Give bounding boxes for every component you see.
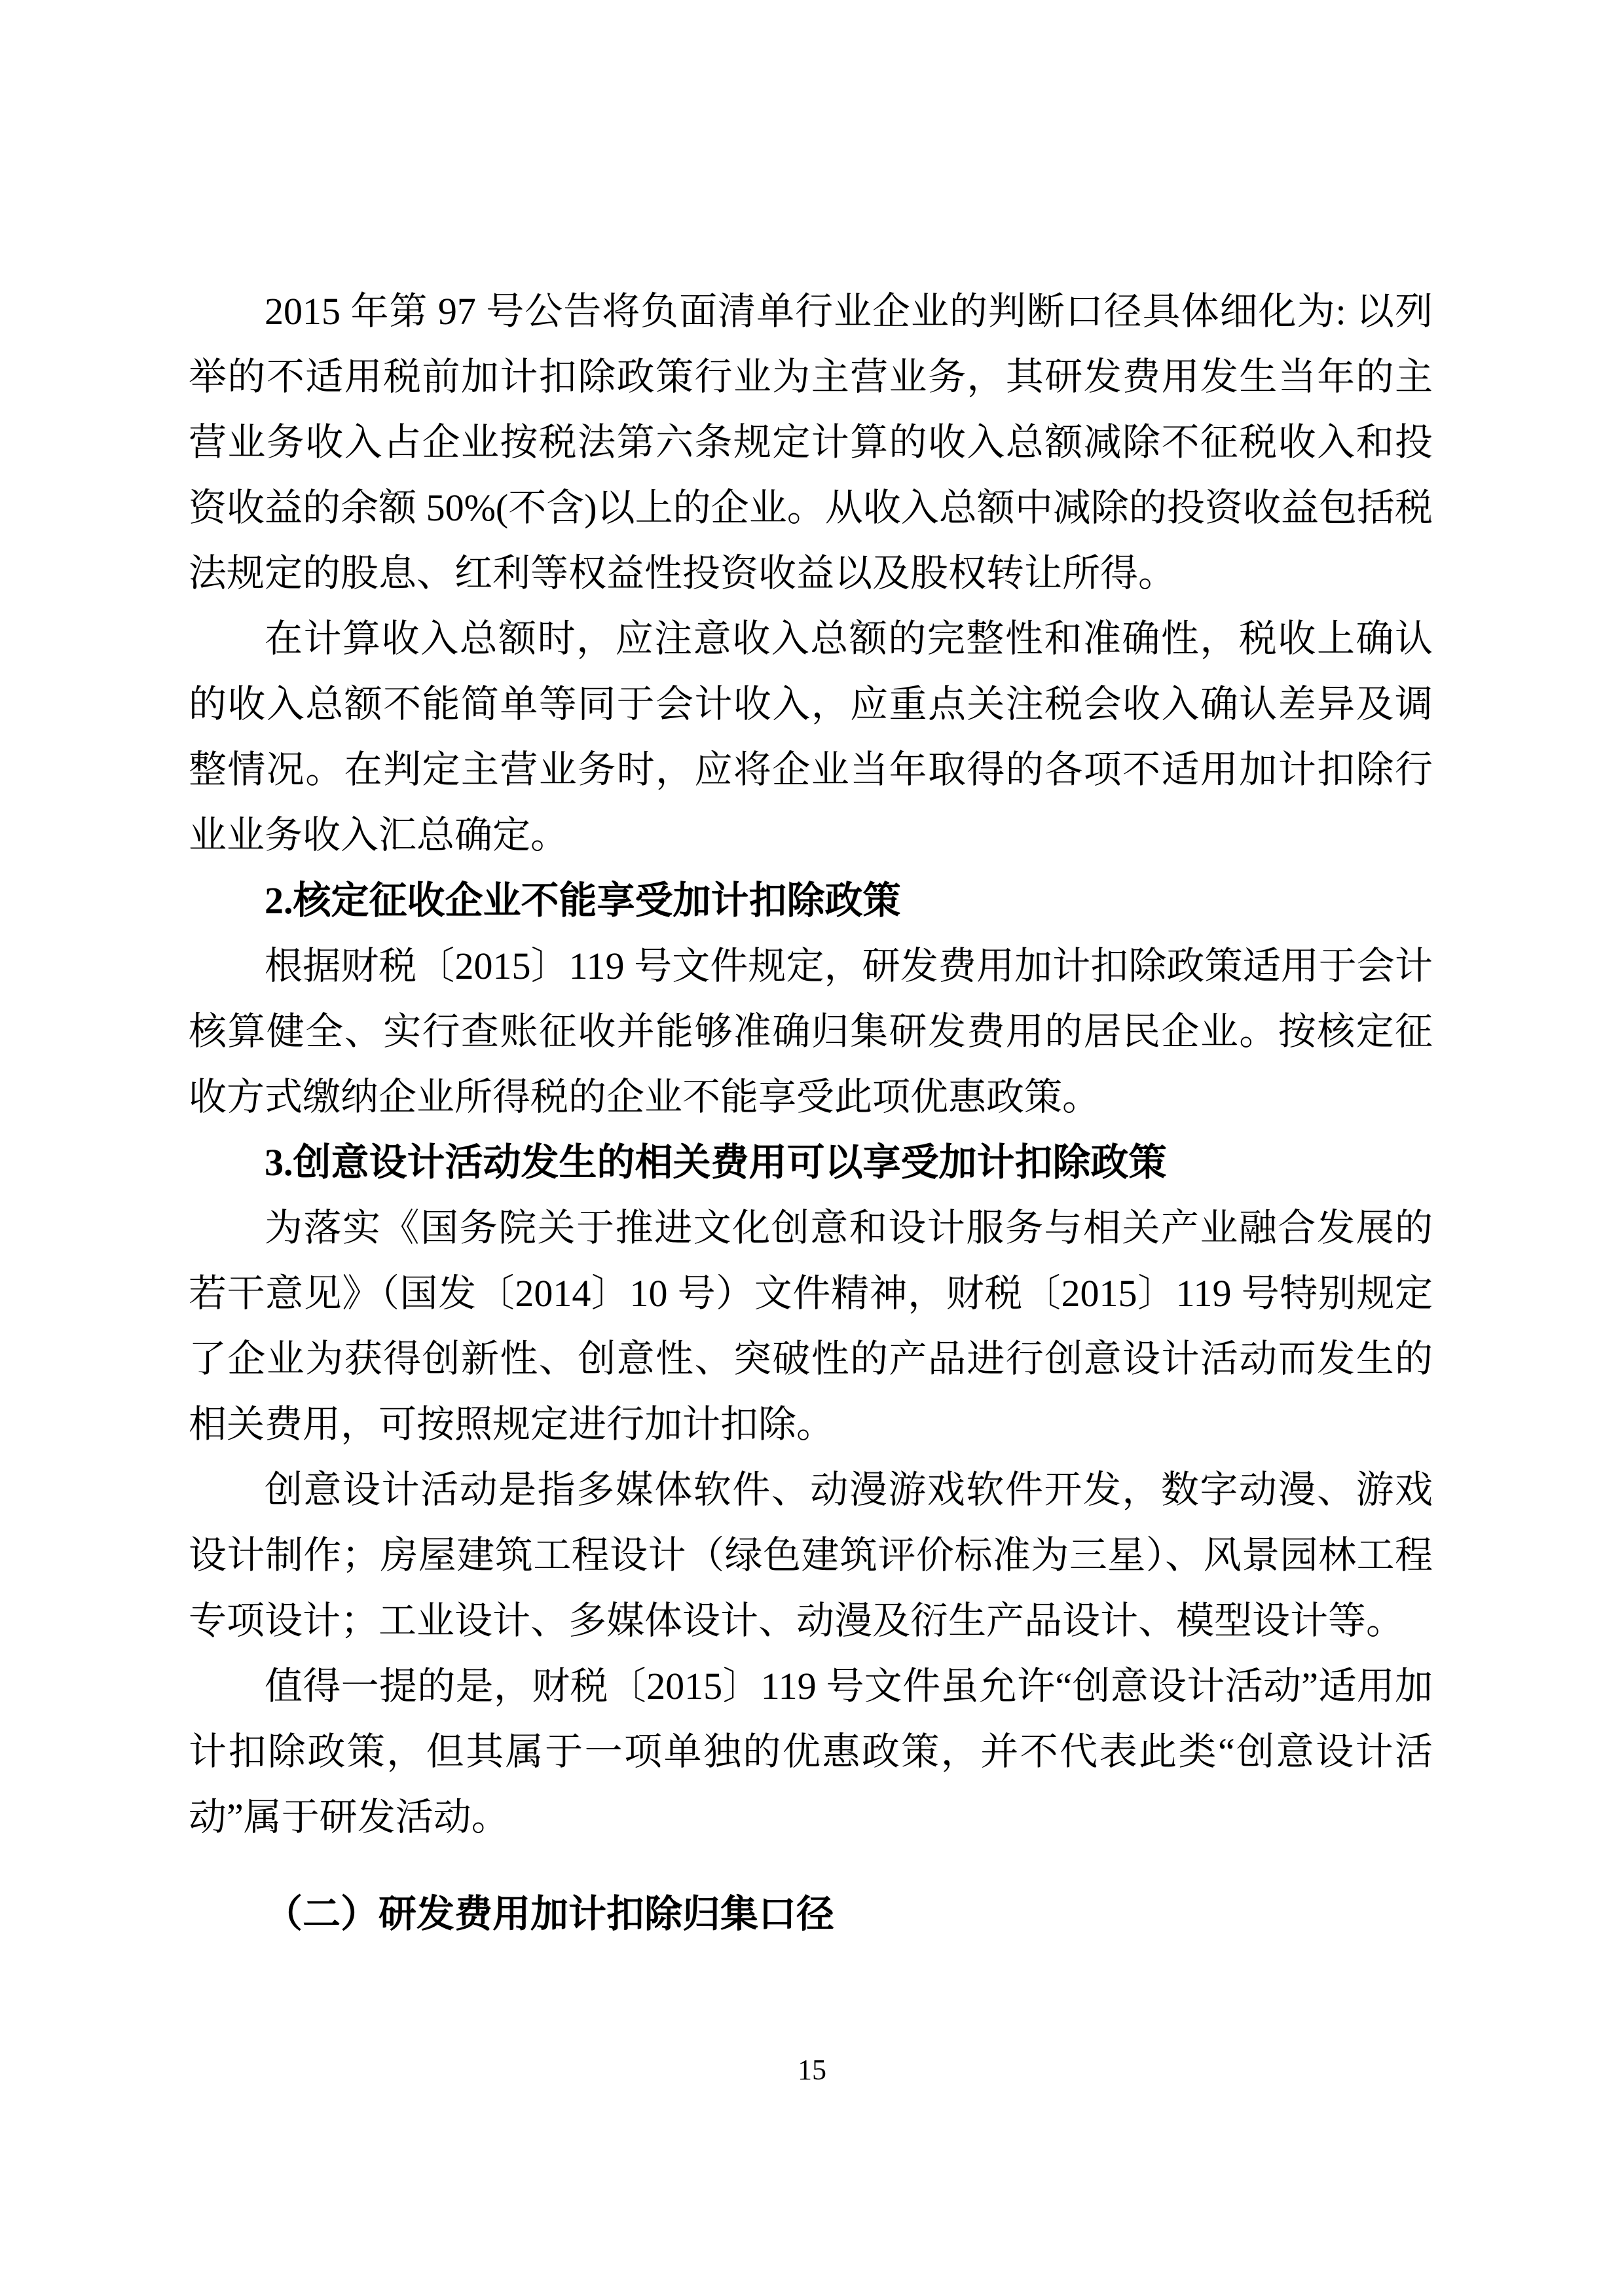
paragraph-creative-design-policy-basis: 为落实《国务院关于推进文化创意和设计服务与相关产业融合发展的若干意见》（国发〔2014〕10 号）文件精神，财税〔2015〕119 号特别规定了企业为获得创新性、创意性、突破性的产品进行创意设计活动而发生的相关费用，可按照规定进行加计扣除。 <box>189 1207 1433 1446</box>
heading-2-approved-collection-enterprises: 2.核定征收企业不能享受加计扣除政策 <box>265 879 901 922</box>
paragraph-caishui-2015-119-scope: 根据财税〔2015〕119 号文件规定，研发费用加计扣除政策适用于会计核算健全、实行查账征收并能够准确归集研发费用的居民企业。按核定征收方式缴纳企业所得税的企业不能享受此项优惠政策。 <box>189 945 1433 1118</box>
paragraph-creative-design-definition: 创意设计活动是指多媒体软件、动漫游戏软件开发，数字动漫、游戏设计制作；房屋建筑工程设计（绿色建筑评价标准为三星）、风景园林工程专项设计；工业设计、多媒体设计、动漫及衍生产品设计、模型设计等。 <box>189 1468 1433 1642</box>
paragraph-total-income-calculation: 在计算收入总额时，应注意收入总额的完整性和准确性，税收上确认的收入总额不能简单等同于会计收入，应重点关注税会收入确认差异及调整情况。在判定主营业务时，应将企业当年取得的各项不适用加计扣除行业业务收入汇总确定。 <box>189 617 1433 856</box>
section-heading-rd-expense-collection-scope: （二）研发费用加计扣除归集口径 <box>265 1893 835 1935</box>
heading-3-creative-design-expenses: 3.创意设计活动发生的相关费用可以享受加计扣除政策 <box>265 1141 1167 1184</box>
document-body <box>189 279 1433 1947</box>
paragraph-negative-list-criteria: 2015 年第 97 号公告将负面清单行业企业的判断口径具体细化为: 以列举的不适用税前加计扣除政策行业为主营业务，其研发费用发生当年的主营业务收入占企业按税法第六条规定计算的收入总额减除不征税收入和投资收益的余额 50%(不含)以上的企业。从收入总额中减除的投资收益包括税法规定的股息、红利等权益性投资收益以及股权转让所得。 <box>189 290 1433 594</box>
page-number: 15 <box>798 2054 826 2086</box>
paragraph-creative-design-note: 值得一提的是，财税〔2015〕119 号文件虽允许“创意设计活动”适用加计扣除政策，但其属于一项单独的优惠政策，并不代表此类“创意设计活动”属于研发活动。 <box>189 1665 1433 1838</box>
